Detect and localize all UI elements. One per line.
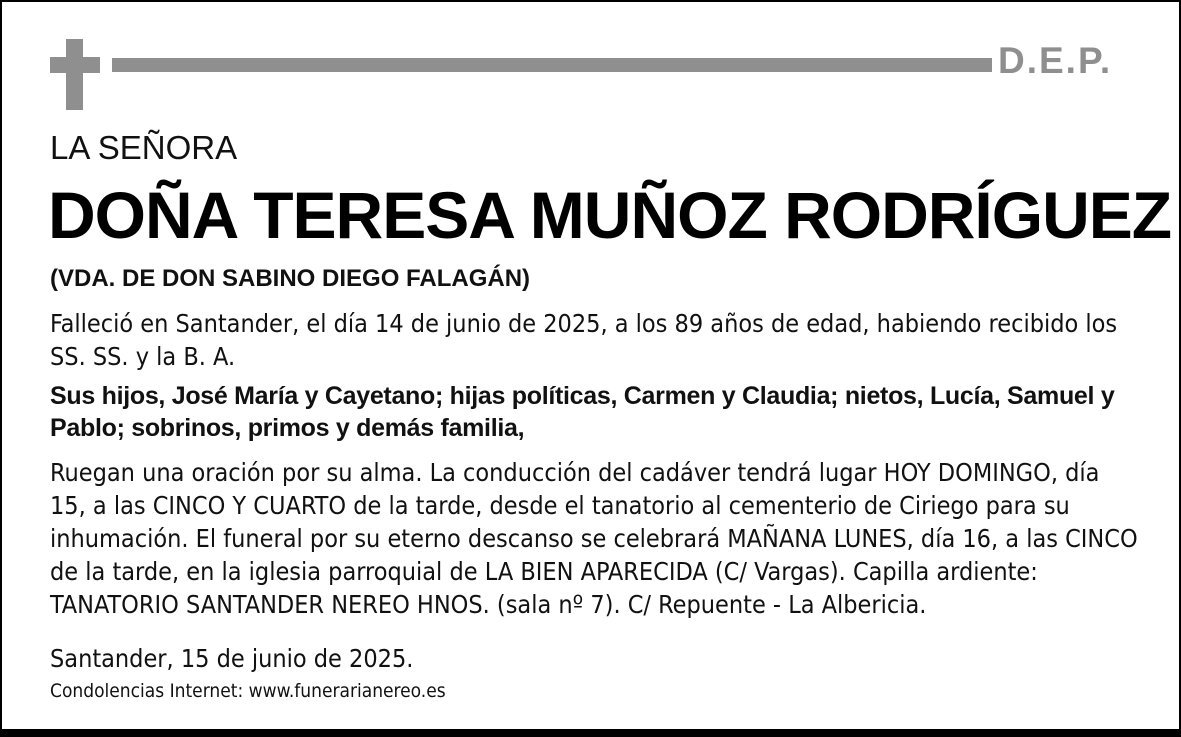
place-date: Santander, 15 de junio de 2025.: [50, 644, 414, 673]
title-prefix: LA SEÑORA: [50, 129, 238, 166]
dep-label: D.E.P.: [998, 40, 1113, 81]
condolences-line: Condolencias Internet: www.funerarianereo.es: [50, 680, 446, 702]
header-rule: [112, 58, 992, 72]
cross-horizontal-bar: [50, 57, 100, 73]
cross-vertical-bar: [66, 39, 83, 110]
service-paragraph: Ruegan una oración por su alma. La conducción del cadáver tendrá lugar HOY DOMINGO, día 15, a las CINCO Y CUARTO de la tarde, desde el tanatorio al cementerio de Ciriego para su inhumación. El funeral por su eterno descanso se celebrará MAÑANA LUNES, día 16, a las CINCO de la tarde, en la iglesia parroquial de LA BIEN APARECIDA (C/ Vargas). Capilla ardiente: TANATORIO SANTANDER NEREO HNOS. (sala nº 7). C/ Repuente - La Albericia.: [50, 458, 1138, 619]
death-paragraph: Falleció en Santander, el día 14 de junio de 2025, a los 89 años de edad, habiendo recibido los SS. SS. y la B. A.: [50, 309, 1118, 371]
family-paragraph: Sus hijos, José María y Cayetano; hijas políticas, Carmen y Claudia; nietos, Lucía, Samuel y Pablo; sobrinos, primos y demás familia,: [50, 382, 1115, 442]
widow-of: (VDA. DE DON SABINO DIEGO FALAGÁN): [50, 265, 531, 292]
deceased-name: DOÑA TERESA MUÑOZ RODRÍGUEZ: [48, 178, 1172, 252]
